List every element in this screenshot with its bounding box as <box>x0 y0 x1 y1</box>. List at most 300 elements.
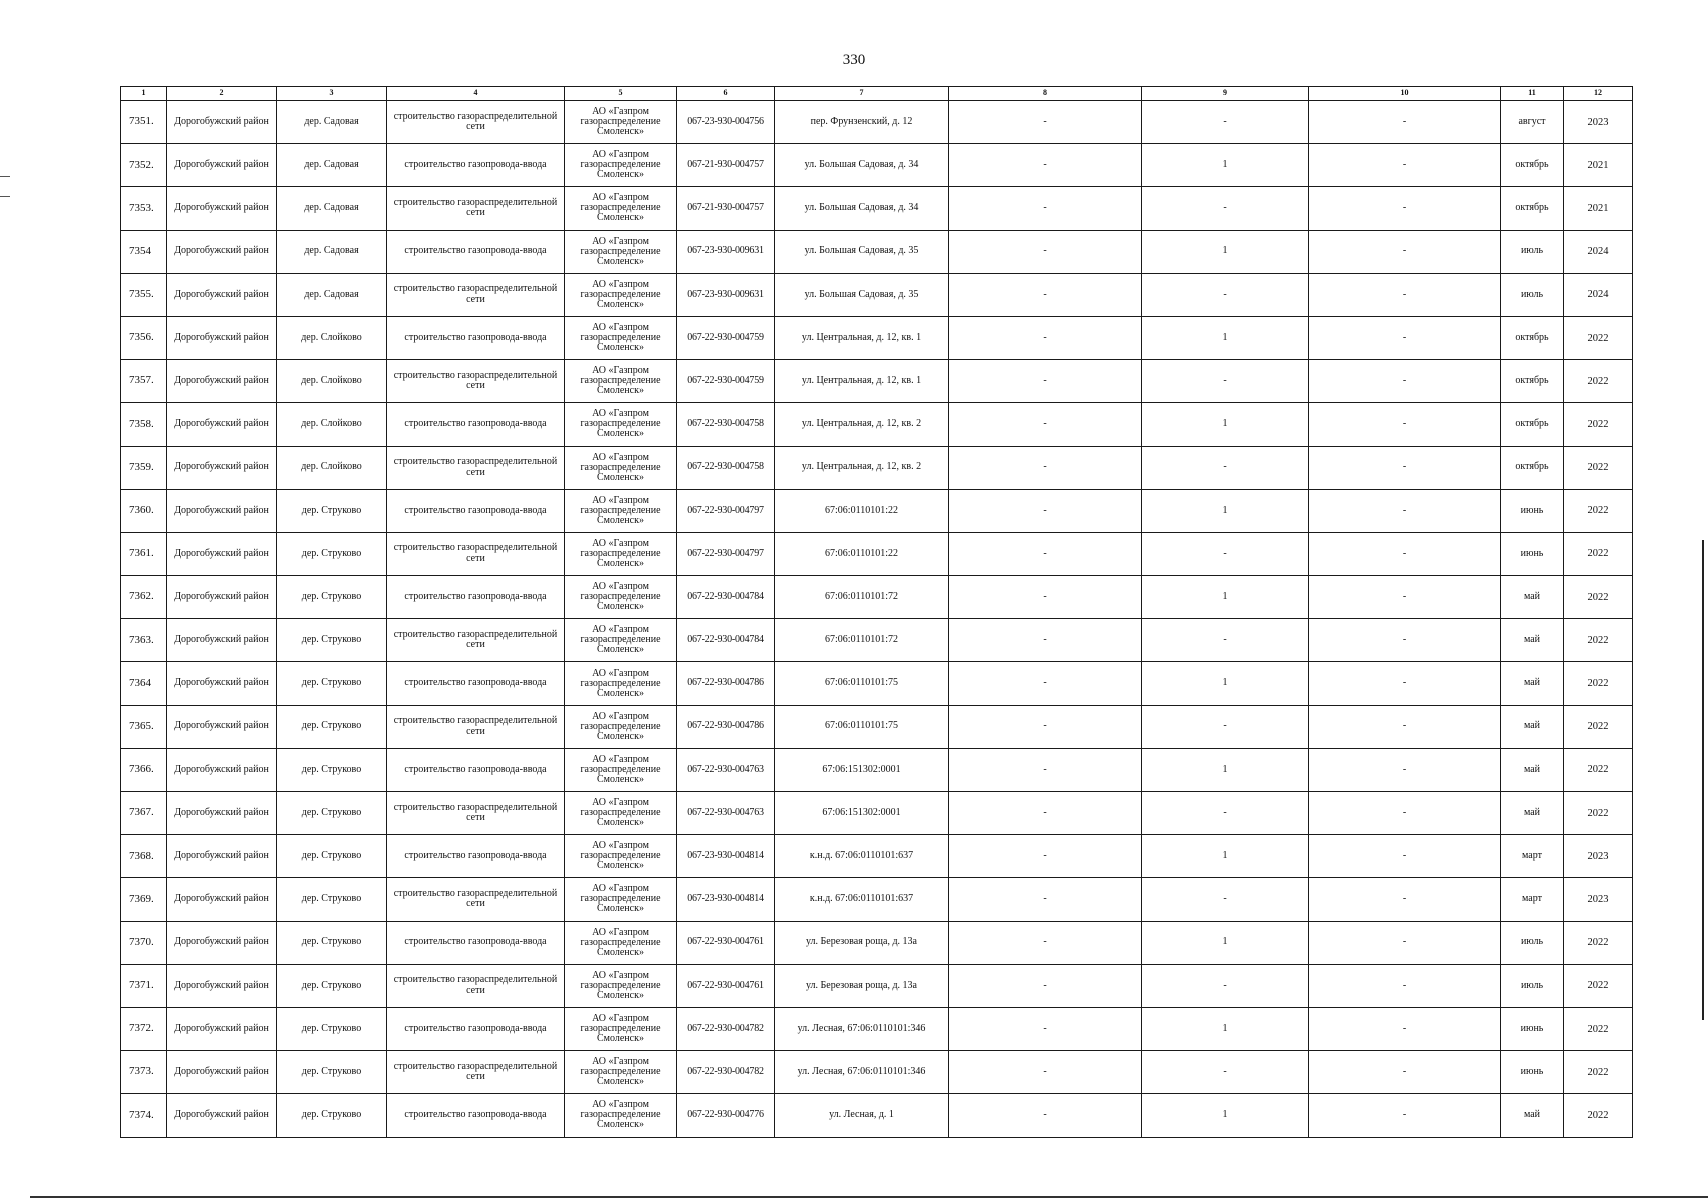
settlement-cell: дер. Слойково <box>277 403 387 446</box>
year-cell: 2022 <box>1564 532 1633 575</box>
column-8-cell: - <box>949 748 1142 791</box>
year-cell: 2022 <box>1564 1007 1633 1050</box>
column-number-header: 7 <box>775 87 949 101</box>
district-cell: Дорогобужский район <box>167 705 277 748</box>
year-cell: 2022 <box>1564 360 1633 403</box>
column-9-cell: 1 <box>1142 1007 1309 1050</box>
row-number: 7353. <box>121 187 167 230</box>
column-number-header: 8 <box>949 87 1142 101</box>
row-number: 7371. <box>121 964 167 1007</box>
row-number: 7362. <box>121 576 167 619</box>
district-cell: Дорогобужский район <box>167 576 277 619</box>
column-8-cell: - <box>949 187 1142 230</box>
table-row <box>121 576 1633 619</box>
month-cell: октябрь <box>1501 144 1564 187</box>
column-8-cell: - <box>949 316 1142 359</box>
year-cell: 2022 <box>1564 748 1633 791</box>
registration-code-cell: 067-23-930-009631 <box>677 273 775 316</box>
row-number: 7365. <box>121 705 167 748</box>
organization-cell: АО «Газпром газораспределение Смоленск» <box>565 878 677 921</box>
column-number-header: 5 <box>565 87 677 101</box>
row-number: 7357. <box>121 360 167 403</box>
scan-bottom-line <box>30 1196 1708 1198</box>
column-number-header: 4 <box>387 87 565 101</box>
settlement-cell: дер. Слойково <box>277 446 387 489</box>
work-type-cell: строительство газораспределительной сети <box>387 187 565 230</box>
column-number-header: 9 <box>1142 87 1309 101</box>
column-10-cell: - <box>1309 360 1501 403</box>
organization-cell: АО «Газпром газораспределение Смоленск» <box>565 662 677 705</box>
month-cell: октябрь <box>1501 403 1564 446</box>
year-cell: 2023 <box>1564 835 1633 878</box>
column-number-header: 3 <box>277 87 387 101</box>
registration-code-cell: 067-22-930-004786 <box>677 662 775 705</box>
settlement-cell: дер. Садовая <box>277 273 387 316</box>
column-10-cell: - <box>1309 532 1501 575</box>
organization-cell: АО «Газпром газораспределение Смоленск» <box>565 101 677 144</box>
address-cell: 67:06:151302:0001 <box>775 748 949 791</box>
district-cell: Дорогобужский район <box>167 748 277 791</box>
district-cell: Дорогобужский район <box>167 532 277 575</box>
work-type-cell: строительство газопровода-ввода <box>387 921 565 964</box>
column-9-cell: - <box>1142 878 1309 921</box>
column-10-cell: - <box>1309 835 1501 878</box>
month-cell: май <box>1501 705 1564 748</box>
column-8-cell: - <box>949 792 1142 835</box>
registration-code-cell: 067-22-930-004763 <box>677 792 775 835</box>
row-number: 7367. <box>121 792 167 835</box>
month-cell: май <box>1501 619 1564 662</box>
column-9-cell: - <box>1142 705 1309 748</box>
row-number: 7370. <box>121 921 167 964</box>
district-cell: Дорогобужский район <box>167 662 277 705</box>
district-cell: Дорогобужский район <box>167 273 277 316</box>
table-row <box>121 144 1633 187</box>
address-cell: ул. Центральная, д. 12, кв. 1 <box>775 360 949 403</box>
column-9-cell: - <box>1142 273 1309 316</box>
work-type-cell: строительство газопровода-ввода <box>387 1007 565 1050</box>
table-row <box>121 316 1633 359</box>
address-cell: ул. Центральная, д. 12, кв. 1 <box>775 316 949 359</box>
row-number: 7374. <box>121 1094 167 1137</box>
scan-margin-mark <box>0 196 10 197</box>
column-8-cell: - <box>949 446 1142 489</box>
column-8-cell: - <box>949 705 1142 748</box>
table-row <box>121 446 1633 489</box>
registration-code-cell: 067-22-930-004784 <box>677 619 775 662</box>
month-cell: май <box>1501 662 1564 705</box>
column-8-cell: - <box>949 273 1142 316</box>
year-cell: 2022 <box>1564 964 1633 1007</box>
address-cell: 67:06:0110101:75 <box>775 705 949 748</box>
column-9-cell: 1 <box>1142 921 1309 964</box>
table-row <box>121 1051 1633 1094</box>
work-type-cell: строительство газопровода-ввода <box>387 230 565 273</box>
settlement-cell: дер. Струково <box>277 576 387 619</box>
registration-code-cell: 067-22-930-004797 <box>677 489 775 532</box>
settlement-cell: дер. Струково <box>277 619 387 662</box>
column-9-cell: 1 <box>1142 403 1309 446</box>
row-number: 7364 <box>121 662 167 705</box>
month-cell: июль <box>1501 273 1564 316</box>
district-cell: Дорогобужский район <box>167 360 277 403</box>
address-cell: ул. Березовая роща, д. 13а <box>775 964 949 1007</box>
settlement-cell: дер. Струково <box>277 878 387 921</box>
district-cell: Дорогобужский район <box>167 403 277 446</box>
column-number-header: 10 <box>1309 87 1501 101</box>
organization-cell: АО «Газпром газораспределение Смоленск» <box>565 705 677 748</box>
month-cell: июнь <box>1501 1051 1564 1094</box>
organization-cell: АО «Газпром газораспределение Смоленск» <box>565 360 677 403</box>
column-9-cell: 1 <box>1142 316 1309 359</box>
registration-code-cell: 067-22-930-004758 <box>677 403 775 446</box>
work-type-cell: строительство газораспределительной сети <box>387 532 565 575</box>
column-9-cell: - <box>1142 101 1309 144</box>
work-type-cell: строительство газопровода-ввода <box>387 316 565 359</box>
address-cell: ул. Большая Садовая, д. 34 <box>775 144 949 187</box>
district-cell: Дорогобужский район <box>167 792 277 835</box>
registration-code-cell: 067-23-930-004756 <box>677 101 775 144</box>
organization-cell: АО «Газпром газораспределение Смоленск» <box>565 144 677 187</box>
column-10-cell: - <box>1309 662 1501 705</box>
registration-code-cell: 067-22-930-004786 <box>677 705 775 748</box>
column-9-cell: - <box>1142 187 1309 230</box>
district-cell: Дорогобужский район <box>167 230 277 273</box>
column-10-cell: - <box>1309 748 1501 791</box>
registration-code-cell: 067-22-930-004782 <box>677 1007 775 1050</box>
column-10-cell: - <box>1309 619 1501 662</box>
table-row <box>121 101 1633 144</box>
address-cell: пер. Фрунзенский, д. 12 <box>775 101 949 144</box>
district-cell: Дорогобужский район <box>167 1007 277 1050</box>
organization-cell: АО «Газпром газораспределение Смоленск» <box>565 1051 677 1094</box>
address-cell: ул. Центральная, д. 12, кв. 2 <box>775 446 949 489</box>
month-cell: июнь <box>1501 1007 1564 1050</box>
column-9-cell: 1 <box>1142 230 1309 273</box>
column-8-cell: - <box>949 662 1142 705</box>
row-number: 7369. <box>121 878 167 921</box>
month-cell: август <box>1501 101 1564 144</box>
organization-cell: АО «Газпром газораспределение Смоленск» <box>565 532 677 575</box>
settlement-cell: дер. Струково <box>277 662 387 705</box>
row-number: 7352. <box>121 144 167 187</box>
column-8-cell: - <box>949 835 1142 878</box>
column-10-cell: - <box>1309 230 1501 273</box>
column-10-cell: - <box>1309 1094 1501 1137</box>
column-9-cell: - <box>1142 792 1309 835</box>
month-cell: июль <box>1501 230 1564 273</box>
organization-cell: АО «Газпром газораспределение Смоленск» <box>565 619 677 662</box>
page-number: 330 <box>842 52 866 68</box>
registration-code-cell: 067-23-930-004814 <box>677 878 775 921</box>
column-8-cell: - <box>949 1007 1142 1050</box>
address-cell: 67:06:0110101:72 <box>775 619 949 662</box>
settlement-cell: дер. Садовая <box>277 230 387 273</box>
organization-cell: АО «Газпром газораспределение Смоленск» <box>565 316 677 359</box>
column-9-cell: 1 <box>1142 662 1309 705</box>
column-10-cell: - <box>1309 316 1501 359</box>
table-row <box>121 748 1633 791</box>
column-10-cell: - <box>1309 705 1501 748</box>
year-cell: 2022 <box>1564 619 1633 662</box>
registration-code-cell: 067-22-930-004782 <box>677 1051 775 1094</box>
registry-table <box>120 86 1633 1138</box>
row-number: 7355. <box>121 273 167 316</box>
work-type-cell: строительство газораспределительной сети <box>387 705 565 748</box>
column-8-cell: - <box>949 489 1142 532</box>
column-10-cell: - <box>1309 144 1501 187</box>
scan-margin-mark <box>0 176 10 177</box>
month-cell: июль <box>1501 921 1564 964</box>
column-number-header: 12 <box>1564 87 1633 101</box>
column-number-header: 2 <box>167 87 277 101</box>
month-cell: октябрь <box>1501 187 1564 230</box>
year-cell: 2022 <box>1564 576 1633 619</box>
column-10-cell: - <box>1309 964 1501 1007</box>
month-cell: июнь <box>1501 532 1564 575</box>
organization-cell: АО «Газпром газораспределение Смоленск» <box>565 489 677 532</box>
address-cell: 67:06:0110101:22 <box>775 489 949 532</box>
work-type-cell: строительство газораспределительной сети <box>387 446 565 489</box>
organization-cell: АО «Газпром газораспределение Смоленск» <box>565 921 677 964</box>
table-row <box>121 403 1633 446</box>
table-row <box>121 705 1633 748</box>
column-8-cell: - <box>949 230 1142 273</box>
work-type-cell: строительство газораспределительной сети <box>387 619 565 662</box>
year-cell: 2022 <box>1564 792 1633 835</box>
work-type-cell: строительство газопровода-ввода <box>387 403 565 446</box>
column-8-cell: - <box>949 576 1142 619</box>
scan-edge-line <box>1702 540 1704 1020</box>
table-body <box>121 101 1633 1138</box>
address-cell: 67:06:0110101:75 <box>775 662 949 705</box>
column-10-cell: - <box>1309 489 1501 532</box>
registration-code-cell: 067-23-930-009631 <box>677 230 775 273</box>
year-cell: 2022 <box>1564 489 1633 532</box>
work-type-cell: строительство газопровода-ввода <box>387 489 565 532</box>
organization-cell: АО «Газпром газораспределение Смоленск» <box>565 792 677 835</box>
month-cell: март <box>1501 878 1564 921</box>
organization-cell: АО «Газпром газораспределение Смоленск» <box>565 403 677 446</box>
organization-cell: АО «Газпром газораспределение Смоленск» <box>565 835 677 878</box>
row-number: 7373. <box>121 1051 167 1094</box>
column-9-cell: - <box>1142 1051 1309 1094</box>
column-number-header: 1 <box>121 87 167 101</box>
column-8-cell: - <box>949 403 1142 446</box>
year-cell: 2023 <box>1564 878 1633 921</box>
organization-cell: АО «Газпром газораспределение Смоленск» <box>565 576 677 619</box>
year-cell: 2021 <box>1564 187 1633 230</box>
address-cell: ул. Большая Садовая, д. 35 <box>775 273 949 316</box>
district-cell: Дорогобужский район <box>167 619 277 662</box>
work-type-cell: строительство газопровода-ввода <box>387 835 565 878</box>
address-cell: ул. Лесная, д. 1 <box>775 1094 949 1137</box>
work-type-cell: строительство газопровода-ввода <box>387 144 565 187</box>
month-cell: июль <box>1501 964 1564 1007</box>
row-number: 7363. <box>121 619 167 662</box>
registration-code-cell: 067-22-930-004758 <box>677 446 775 489</box>
month-cell: март <box>1501 835 1564 878</box>
row-number: 7360. <box>121 489 167 532</box>
year-cell: 2024 <box>1564 230 1633 273</box>
district-cell: Дорогобужский район <box>167 1094 277 1137</box>
work-type-cell: строительство газораспределительной сети <box>387 792 565 835</box>
year-cell: 2024 <box>1564 273 1633 316</box>
month-cell: май <box>1501 748 1564 791</box>
month-cell: май <box>1501 576 1564 619</box>
settlement-cell: дер. Струково <box>277 921 387 964</box>
month-cell: май <box>1501 792 1564 835</box>
column-10-cell: - <box>1309 403 1501 446</box>
settlement-cell: дер. Струково <box>277 964 387 1007</box>
column-8-cell: - <box>949 1094 1142 1137</box>
registration-code-cell: 067-22-930-004759 <box>677 316 775 359</box>
column-9-cell: 1 <box>1142 748 1309 791</box>
column-9-cell: - <box>1142 360 1309 403</box>
work-type-cell: строительство газопровода-ввода <box>387 748 565 791</box>
settlement-cell: дер. Садовая <box>277 144 387 187</box>
table-row <box>121 273 1633 316</box>
year-cell: 2022 <box>1564 662 1633 705</box>
table-row <box>121 878 1633 921</box>
district-cell: Дорогобужский район <box>167 921 277 964</box>
column-10-cell: - <box>1309 273 1501 316</box>
column-10-cell: - <box>1309 1007 1501 1050</box>
settlement-cell: дер. Садовая <box>277 187 387 230</box>
address-cell: 67:06:0110101:72 <box>775 576 949 619</box>
district-cell: Дорогобужский район <box>167 187 277 230</box>
settlement-cell: дер. Струково <box>277 1051 387 1094</box>
district-cell: Дорогобужский район <box>167 835 277 878</box>
column-8-cell: - <box>949 878 1142 921</box>
work-type-cell: строительство газораспределительной сети <box>387 273 565 316</box>
work-type-cell: строительство газопровода-ввода <box>387 1094 565 1137</box>
month-cell: октябрь <box>1501 316 1564 359</box>
year-cell: 2022 <box>1564 705 1633 748</box>
column-number-row <box>121 87 1633 101</box>
settlement-cell: дер. Струково <box>277 532 387 575</box>
month-cell: июнь <box>1501 489 1564 532</box>
table-row <box>121 792 1633 835</box>
registration-code-cell: 067-22-930-004784 <box>677 576 775 619</box>
table-row <box>121 619 1633 662</box>
district-cell: Дорогобужский район <box>167 964 277 1007</box>
registration-code-cell: 067-22-930-004761 <box>677 921 775 964</box>
year-cell: 2022 <box>1564 1051 1633 1094</box>
month-cell: октябрь <box>1501 446 1564 489</box>
year-cell: 2022 <box>1564 1094 1633 1137</box>
column-10-cell: - <box>1309 921 1501 964</box>
work-type-cell: строительство газораспределительной сети <box>387 1051 565 1094</box>
work-type-cell: строительство газораспределительной сети <box>387 964 565 1007</box>
address-cell: к.н.д. 67:06:0110101:637 <box>775 835 949 878</box>
address-cell: ул. Березовая роща, д. 13а <box>775 921 949 964</box>
settlement-cell: дер. Слойково <box>277 360 387 403</box>
address-cell: ул. Лесная, 67:06:0110101:346 <box>775 1051 949 1094</box>
row-number: 7359. <box>121 446 167 489</box>
year-cell: 2021 <box>1564 144 1633 187</box>
settlement-cell: дер. Струково <box>277 489 387 532</box>
table-row <box>121 230 1633 273</box>
column-10-cell: - <box>1309 878 1501 921</box>
district-cell: Дорогобужский район <box>167 316 277 359</box>
district-cell: Дорогобужский район <box>167 446 277 489</box>
registration-code-cell: 067-22-930-004761 <box>677 964 775 1007</box>
registration-code-cell: 067-21-930-004757 <box>677 187 775 230</box>
column-9-cell: 1 <box>1142 1094 1309 1137</box>
column-10-cell: - <box>1309 576 1501 619</box>
organization-cell: АО «Газпром газораспределение Смоленск» <box>565 748 677 791</box>
registration-code-cell: 067-22-930-004763 <box>677 748 775 791</box>
organization-cell: АО «Газпром газораспределение Смоленск» <box>565 964 677 1007</box>
table-row <box>121 921 1633 964</box>
year-cell: 2022 <box>1564 921 1633 964</box>
column-number-header: 11 <box>1501 87 1564 101</box>
column-8-cell: - <box>949 101 1142 144</box>
year-cell: 2022 <box>1564 316 1633 359</box>
column-9-cell: 1 <box>1142 576 1309 619</box>
column-9-cell: - <box>1142 446 1309 489</box>
row-number: 7358. <box>121 403 167 446</box>
district-cell: Дорогобужский район <box>167 489 277 532</box>
settlement-cell: дер. Слойково <box>277 316 387 359</box>
column-8-cell: - <box>949 964 1142 1007</box>
column-9-cell: 1 <box>1142 489 1309 532</box>
settlement-cell: дер. Струково <box>277 705 387 748</box>
column-number-header: 6 <box>677 87 775 101</box>
column-9-cell: - <box>1142 532 1309 575</box>
column-9-cell: 1 <box>1142 144 1309 187</box>
row-number: 7356. <box>121 316 167 359</box>
column-8-cell: - <box>949 360 1142 403</box>
organization-cell: АО «Газпром газораспределение Смоленск» <box>565 1094 677 1137</box>
column-9-cell: - <box>1142 619 1309 662</box>
address-cell: к.н.д. 67:06:0110101:637 <box>775 878 949 921</box>
table-row <box>121 489 1633 532</box>
year-cell: 2022 <box>1564 403 1633 446</box>
address-cell: 67:06:0110101:22 <box>775 532 949 575</box>
column-10-cell: - <box>1309 446 1501 489</box>
registration-code-cell: 067-22-930-004759 <box>677 360 775 403</box>
organization-cell: АО «Газпром газораспределение Смоленск» <box>565 230 677 273</box>
column-10-cell: - <box>1309 792 1501 835</box>
year-cell: 2022 <box>1564 446 1633 489</box>
organization-cell: АО «Газпром газораспределение Смоленск» <box>565 187 677 230</box>
address-cell: 67:06:151302:0001 <box>775 792 949 835</box>
table-row <box>121 1007 1633 1050</box>
column-8-cell: - <box>949 532 1142 575</box>
work-type-cell: строительство газопровода-ввода <box>387 662 565 705</box>
work-type-cell: строительство газопровода-ввода <box>387 576 565 619</box>
registration-code-cell: 067-21-930-004757 <box>677 144 775 187</box>
organization-cell: АО «Газпром газораспределение Смоленск» <box>565 273 677 316</box>
row-number: 7354 <box>121 230 167 273</box>
settlement-cell: дер. Струково <box>277 1094 387 1137</box>
column-8-cell: - <box>949 921 1142 964</box>
registration-code-cell: 067-22-930-004797 <box>677 532 775 575</box>
column-9-cell: 1 <box>1142 835 1309 878</box>
district-cell: Дорогобужский район <box>167 144 277 187</box>
column-9-cell: - <box>1142 964 1309 1007</box>
row-number: 7361. <box>121 532 167 575</box>
column-8-cell: - <box>949 1051 1142 1094</box>
column-8-cell: - <box>949 619 1142 662</box>
settlement-cell: дер. Струково <box>277 835 387 878</box>
work-type-cell: строительство газораспределительной сети <box>387 878 565 921</box>
month-cell: октябрь <box>1501 360 1564 403</box>
column-8-cell: - <box>949 144 1142 187</box>
table-row <box>121 964 1633 1007</box>
